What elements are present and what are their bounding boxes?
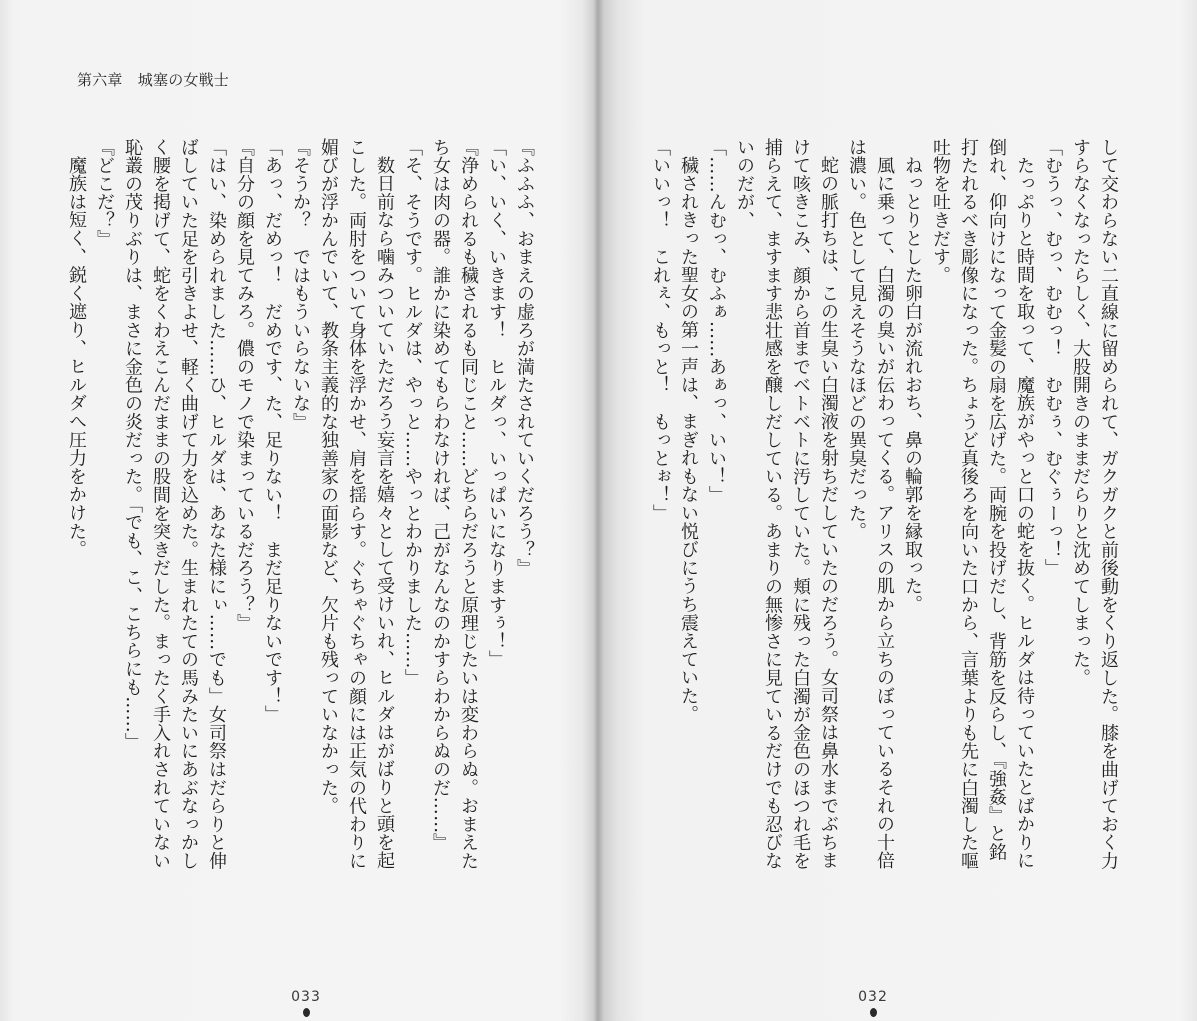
text-line: こした。両肘をついて身体を浮かせ、肩を揺らす。ぐちゃぐちゃの顔には正気の代わりに: [346, 138, 367, 870]
text-line: 数日前なら噛みついていただろう妄言を嬉々として受けいれ、ヒルダはがばりと頭を起: [374, 156, 395, 870]
left-page-text: [62, 138, 538, 883]
text-line: く腰を掲げて、蛇をくわえこんだままの股間を突きだした。まったく手入れされていない: [150, 138, 171, 870]
text-line: ち女は肉の器。誰かに染めてもらわなければ、己がなんなのかすらわからぬのだ……』: [430, 138, 451, 852]
text-line: ばしていた足を引きよせ、軽く曲げて力を込めた。生まれたての馬みたいにあぶなっかし: [178, 138, 199, 870]
text-line: いのだが、: [734, 138, 755, 230]
text-line: 「いいっ！ これぇ、もっと！ もっとぉ！」: [650, 138, 671, 523]
text-line: 恥叢の茂りぶりは、まさに金色の炎だった。「でも、こ、こちらにも……」: [122, 138, 143, 752]
text-line: 蛇の脈打ちは、この生臭い白濁液を射ちだしていたのだろう。女司祭は鼻水までぶちま: [818, 156, 839, 870]
text-line: 『どこだ？』: [94, 138, 115, 248]
text-line: 風に乗って、白濁の臭いが伝わってくる。アリスの肌から立ちのぼっているそれの十倍: [874, 156, 895, 870]
text-line: 『自分の顔を見てみろ。儂のモノで染まっているだろう？』: [234, 138, 255, 633]
text-line: 『ふふふ、おまえの虚ろが満たされていくだろう？』: [514, 138, 535, 578]
text-line: 吐物を吐きだす。: [930, 138, 951, 285]
text-line: は濃い。色として見えそうなほどの異臭だった。: [846, 138, 867, 541]
text-line: 「はい、染められました……ひ、ヒルダは、あなた様にぃ……でも」女司祭はだらりと伸: [206, 138, 227, 870]
right-page-text: [646, 138, 1122, 883]
text-line: 「むうっ、むっ、むむっ！ むむぅ、むぐぅーっ！」: [1042, 138, 1063, 578]
text-line: 打たれるべき彫像になった。ちょうど真後ろを向いた口から、言葉よりも先に白濁した嘔: [958, 138, 979, 870]
text-line: 『浄められるも穢されるも同じこと……どちらだろうと原理じたいは変わらぬ。おまえた: [458, 138, 479, 870]
page-number: 032: [858, 989, 888, 1005]
text-line: 魔族は短く、鋭く遮り、ヒルダへ圧力をかけた。: [66, 156, 87, 559]
text-line: 「……んむっ、むふぁ……あぁっ、いい！」: [706, 138, 727, 504]
text-line: 「あっ、だめっ！ だめです、た、足りない！ まだ足りないです！」: [262, 138, 283, 724]
text-line: 倒れ、仰向けになって金髪の扇を広げた。両腕を投げだし、背筋を反らし、『強姦』と銘: [986, 138, 1007, 861]
text-line: して交わらない二直線に留められて、ガクガクと前後動をくり返した。膝を曲げておく力: [1098, 138, 1119, 870]
text-line: 「そ、そうです。ヒルダは、やっと……やっとわかりました……」: [402, 138, 423, 687]
text-line: たっぷりと時間を取って、魔族がやっと口の蛇を抜く。ヒルダは待っていたとばかりに: [1014, 156, 1035, 870]
text-line: 媚びが浮かんでいて、教条主義的な独善家の面影など、欠片も残っていなかった。: [318, 138, 339, 816]
text-line: けて咳きこみ、顔から首までベトベトに汚していた。頬に残った白濁が金色のほつれ毛を: [790, 138, 811, 870]
text-line: ねっとりとした卵白が流れおち、鼻の輪郭を縁取った。: [902, 156, 923, 614]
text-line: すらなくなったらしく、大股開きのままだらりと沈めてしまった。: [1070, 138, 1091, 687]
left-page: [0, 0, 597, 1021]
page-marker-dot: [870, 1008, 877, 1017]
chapter-header: 第六章 城塞の女戦士: [77, 71, 230, 89]
text-line: 『そうか？ ではもういらないな』: [290, 138, 311, 431]
page-number: 033: [291, 989, 321, 1005]
text-line: 捕らえて、ますます悲壮感を醸しだしている。あまりの無惨さに見ているだけでも忍びな: [762, 138, 783, 870]
right-page: [599, 0, 1197, 1021]
page-marker-dot: [303, 1008, 310, 1017]
text-line: 「い、いく、いきます！ ヒルダっ、いっぱいになりますぅ！」: [486, 138, 507, 669]
text-line: 穢されきった聖女の第一声は、まぎれもない悦びにうち震えていた。: [678, 156, 699, 724]
